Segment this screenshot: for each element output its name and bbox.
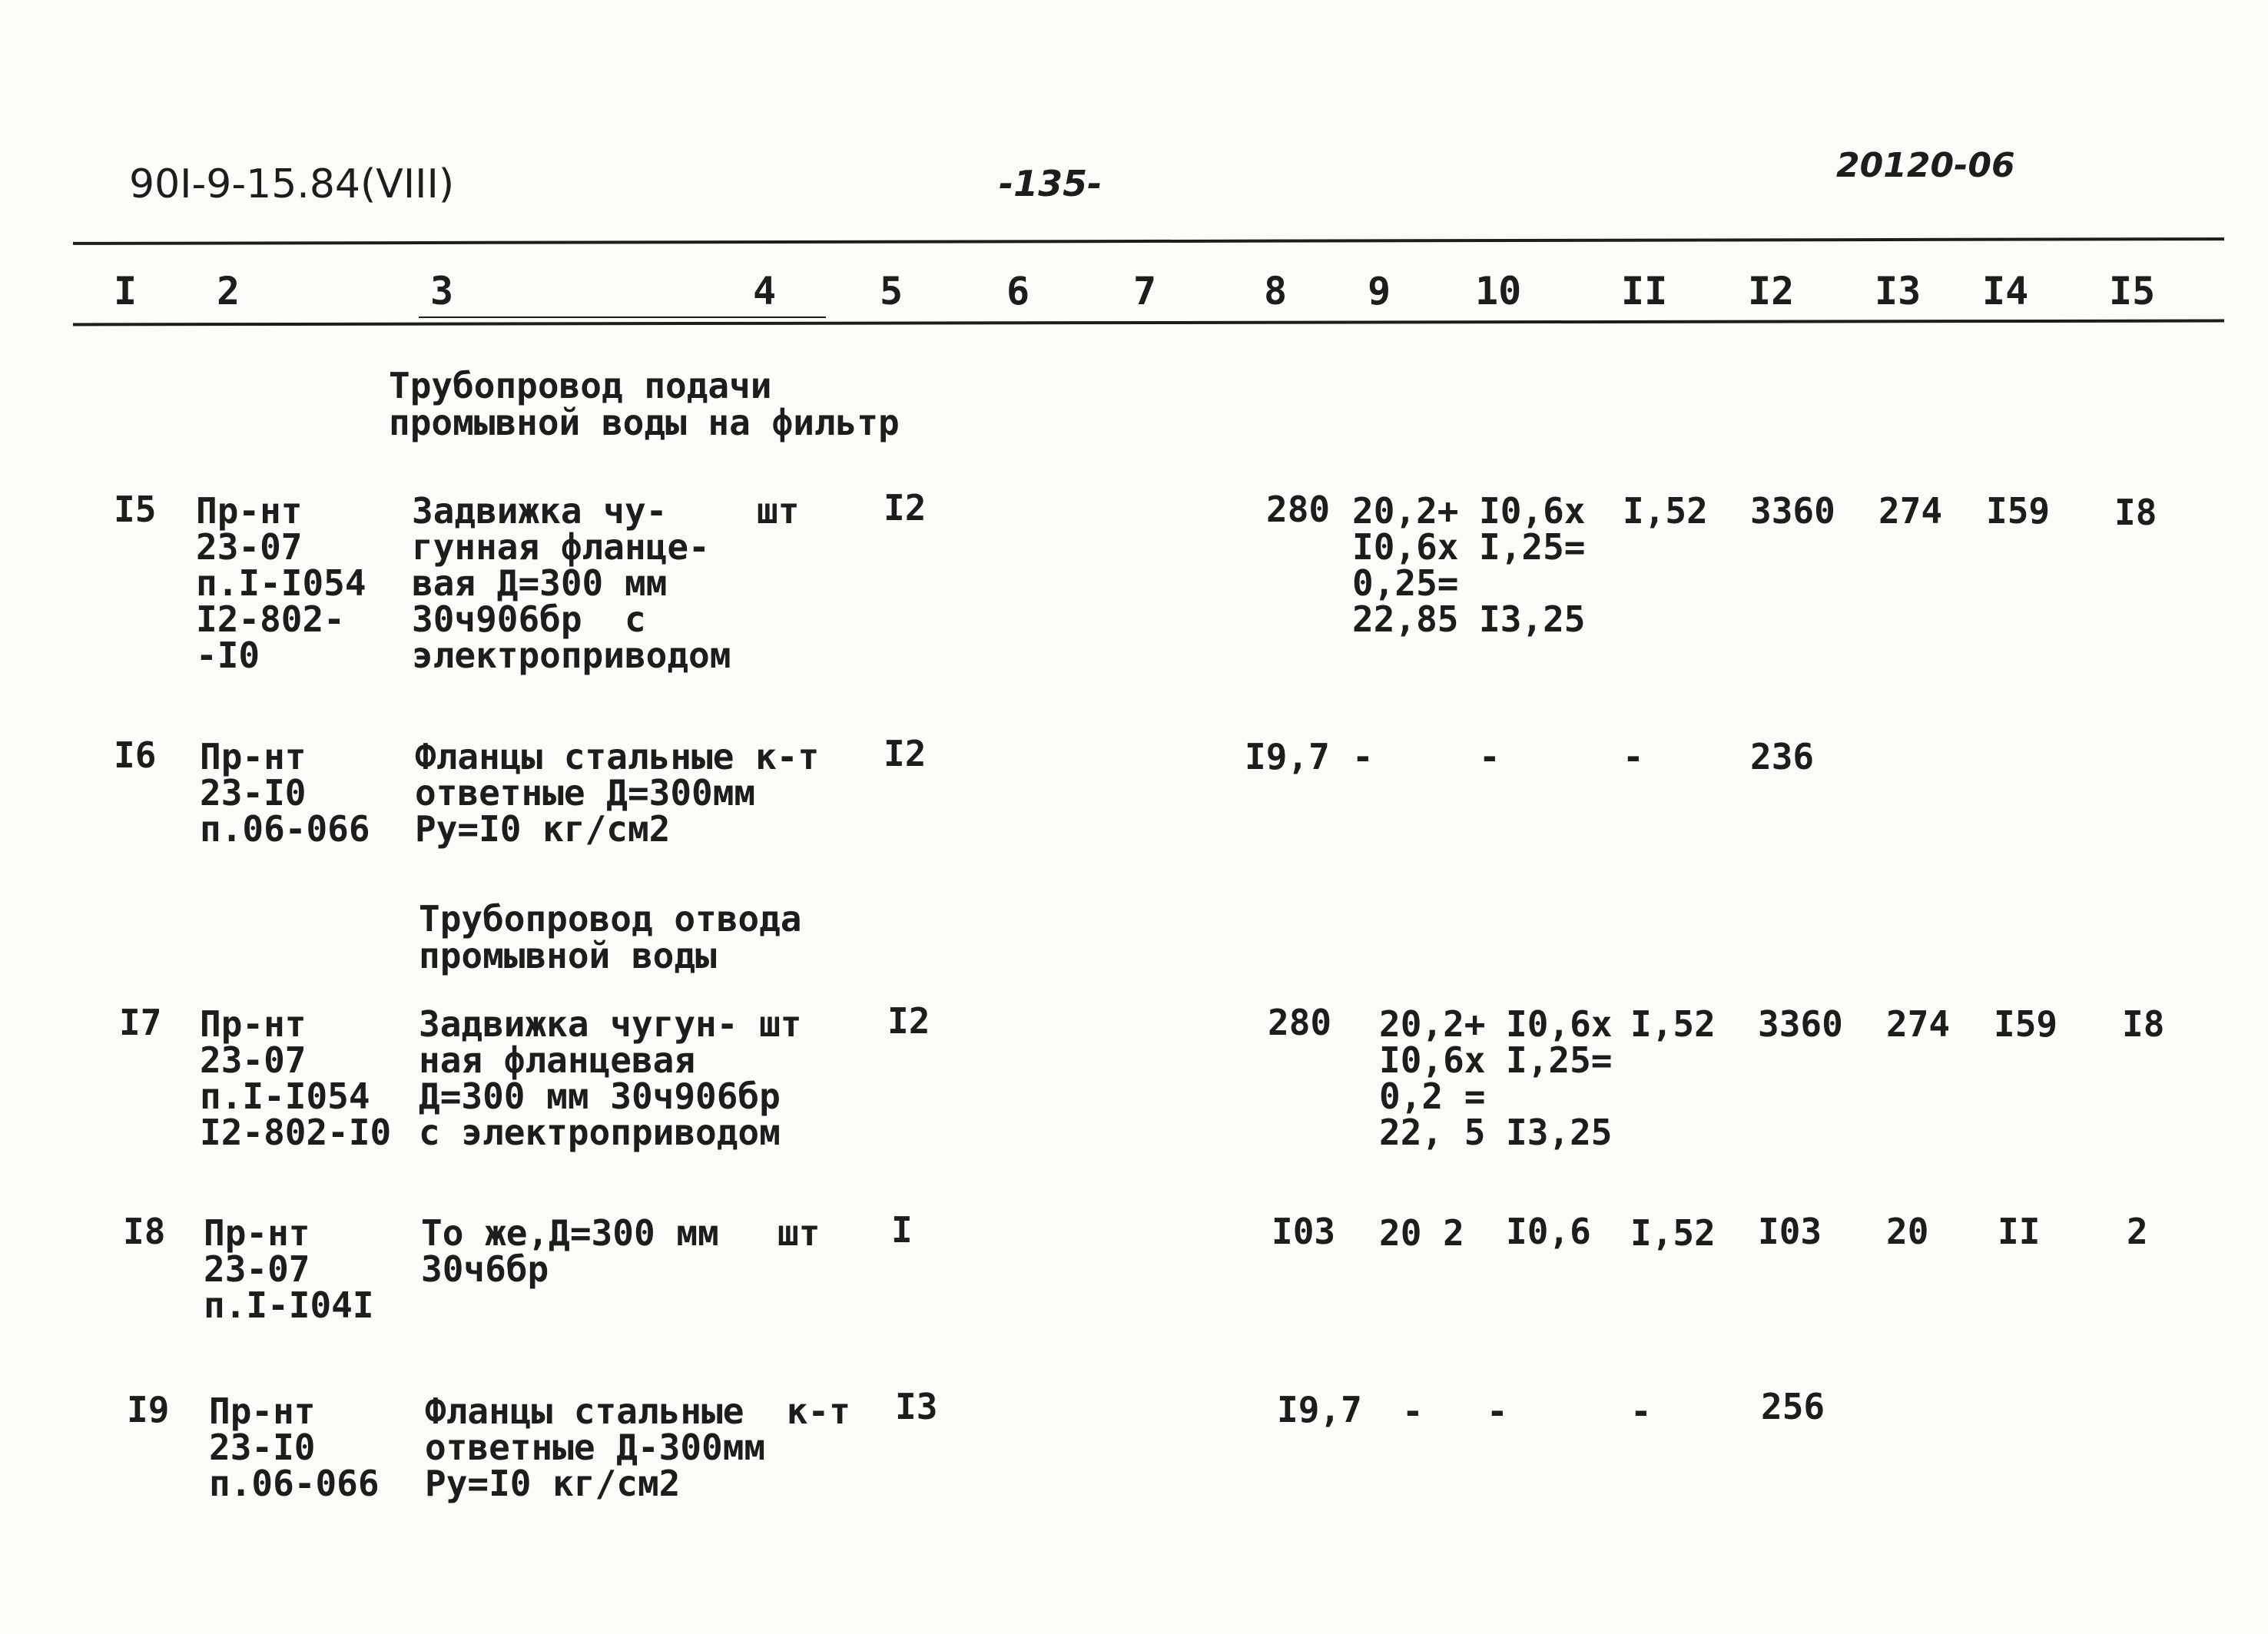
row-number: I7 <box>119 1002 162 1043</box>
top-rule <box>73 237 2224 245</box>
col-15-value: I8 <box>2114 492 2157 533</box>
col-13-value: 274 <box>1886 1003 1951 1045</box>
col-14-value: II <box>1998 1211 2041 1252</box>
col-8-value: I9,7 <box>1277 1389 1362 1430</box>
item-name: Задвижка чу- гунная фланце- вая Д=300 мм 30ч906бр с электроприводом <box>412 490 731 676</box>
col-8-value: I9,7 <box>1245 736 1330 777</box>
col-14-value: I59 <box>1994 1003 2058 1045</box>
col-15-value: I8 <box>2122 1003 2165 1045</box>
column-header-12: I2 <box>1748 269 1795 313</box>
col-11-value: - <box>1630 1390 1652 1432</box>
row-number: I9 <box>127 1389 170 1430</box>
section-heading-drain: Трубопровод отвода промывной воды <box>419 898 802 976</box>
column-header-13: I3 <box>1875 269 1922 313</box>
col3-underline <box>419 317 826 318</box>
section-heading-supply: Трубопровод подачи промывной воды на фильтр <box>389 365 900 443</box>
column-header-5: 5 <box>880 269 904 313</box>
col-12-value: 236 <box>1750 736 1815 777</box>
column-header-2: 2 <box>217 269 240 313</box>
col-11-value: - <box>1623 736 1644 777</box>
column-header-1: I <box>114 269 138 313</box>
reference-code: Пр-нт 23-07 п.I-I054 I2-802-I0 <box>200 1003 392 1153</box>
album-number: 20120-06 <box>1836 146 2015 185</box>
document-code: 90I-9-15.84(VIII) <box>129 161 455 207</box>
col-10-value: - <box>1479 736 1500 777</box>
col-9-value: - <box>1402 1390 1424 1432</box>
item-name: Фланцы стальные к-т ответные Д=300мм Ру=I0 кг/см2 <box>415 736 820 850</box>
col-12-value: I03 <box>1758 1211 1822 1252</box>
column-header-11: II <box>1621 269 1668 313</box>
col-8-value: 280 <box>1268 1002 1332 1043</box>
quantity: I2 <box>884 487 927 529</box>
col-15-value: 2 <box>2127 1211 2148 1252</box>
reference-code: Пр-нт 23-I0 п.06-066 <box>200 736 370 850</box>
col-10-value: I0,6 <box>1506 1211 1591 1252</box>
col-11-value: I,52 <box>1630 1003 1716 1045</box>
reference-code: Пр-нт 23-I0 п.06-066 <box>209 1390 380 1504</box>
unit: шт <box>778 1212 821 1254</box>
col-12-value: 256 <box>1761 1386 1825 1427</box>
quantity: I2 <box>884 733 927 774</box>
reference-code: Пр-нт 23-07 п.I-I054 I2-802- -I0 <box>196 490 366 676</box>
row-number: I6 <box>114 734 157 776</box>
column-header-6: 6 <box>1006 269 1030 313</box>
quantity: I <box>891 1209 913 1251</box>
col-9-value: 20,2+ I0,6х 0,2 = 22, 5 <box>1379 1003 1486 1153</box>
col-13-value: 274 <box>1878 490 1943 532</box>
row-number: I8 <box>123 1211 166 1252</box>
page-number: -135- <box>999 163 1102 204</box>
col-13-value: 20 <box>1886 1211 1929 1252</box>
quantity: I3 <box>895 1386 938 1427</box>
column-header-4: 4 <box>753 269 777 313</box>
col-10-value: I0,6х I,25= I3,25 <box>1479 490 1586 640</box>
col-12-value: 3360 <box>1750 490 1835 532</box>
col-11-value: I,52 <box>1630 1212 1716 1254</box>
column-header-10: 10 <box>1475 269 1522 313</box>
row-number: I5 <box>114 489 157 530</box>
quantity: I2 <box>887 1000 930 1042</box>
column-header-9: 9 <box>1368 269 1391 313</box>
column-header-14: I4 <box>1982 269 2029 313</box>
reference-code: Пр-нт 23-07 п.I-I04I <box>204 1212 374 1326</box>
col-10-value: - <box>1487 1390 1508 1432</box>
col-8-value: I03 <box>1272 1211 1336 1252</box>
col-9-value: - <box>1352 736 1374 777</box>
col-14-value: I59 <box>1986 490 2051 532</box>
unit: шт <box>757 490 800 532</box>
item-name: Задвижка чугун- шт ная фланцевая Д=300 мм 30ч906бр с электроприводом <box>419 1003 802 1153</box>
item-name: То же,Д=300 мм 30ч6бр <box>421 1212 719 1290</box>
column-header-7: 7 <box>1133 269 1157 313</box>
col-12-value: 3360 <box>1758 1003 1843 1045</box>
col-9-value: 20,2+ I0,6х 0,25= 22,85 <box>1352 490 1459 640</box>
item-name: Фланцы стальные к-т ответные Д-300мм Ру=I0 кг/см2 <box>425 1390 850 1504</box>
col-9-value: 20 2 <box>1379 1212 1464 1254</box>
column-header-15: I5 <box>2109 269 2156 313</box>
column-header-8: 8 <box>1264 269 1288 313</box>
col-8-value: 280 <box>1266 489 1331 530</box>
col-11-value: I,52 <box>1623 490 1708 532</box>
column-header-3: 3 <box>430 269 454 313</box>
col-10-value: I0,6х I,25= I3,25 <box>1506 1003 1613 1153</box>
header-rule <box>73 320 2224 326</box>
